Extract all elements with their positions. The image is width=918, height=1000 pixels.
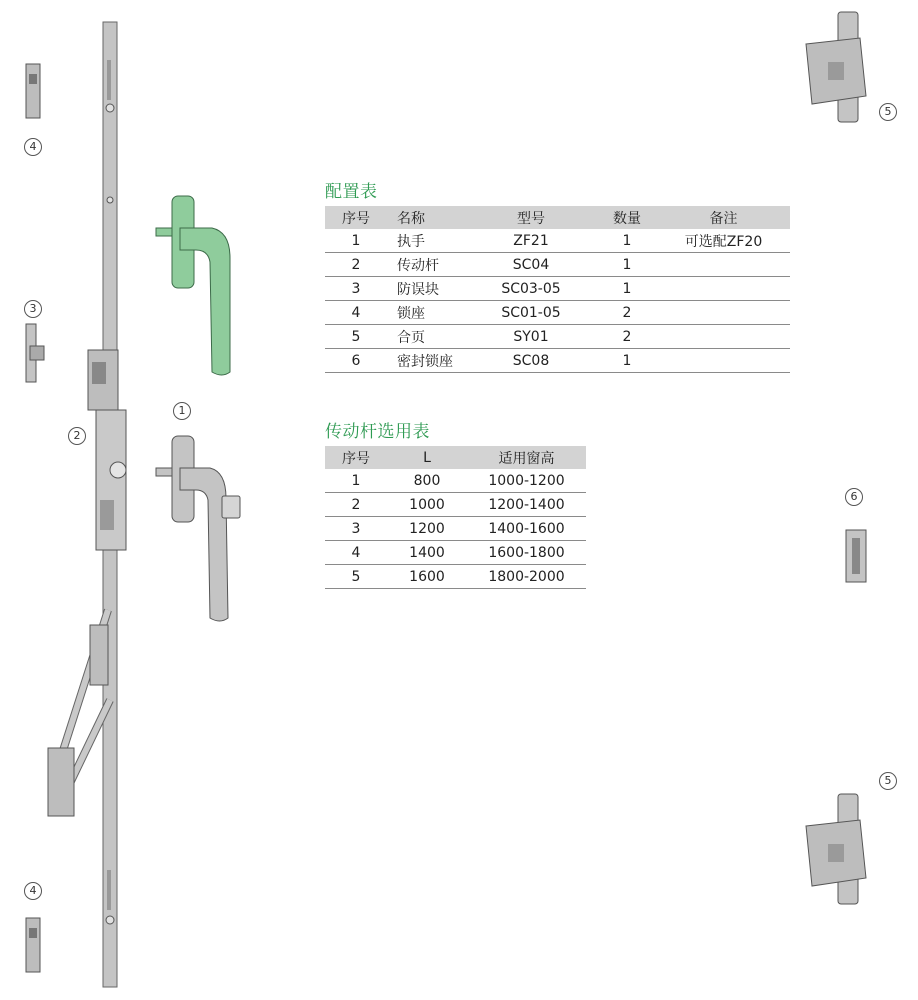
table-cell: 2 (325, 253, 387, 277)
table-row (325, 349, 790, 373)
table-cell: 2 (325, 493, 387, 517)
table-cell: SC01-05 (465, 301, 597, 325)
rod-selection-table (325, 446, 586, 589)
table-row (325, 565, 586, 589)
table-cell (657, 349, 790, 373)
table-cell: 2 (597, 301, 657, 325)
config-table-header (325, 206, 790, 229)
table-row (325, 493, 586, 517)
table-cell: 合页 (387, 325, 465, 349)
table-cell: 执手 (387, 229, 465, 253)
header-cell: 适用窗高 (467, 446, 586, 469)
config-table-title: 配置表 (325, 182, 378, 202)
table-cell: SC03-05 (465, 277, 597, 301)
table-cell: 1 (597, 349, 657, 373)
table-cell: 4 (325, 301, 387, 325)
callout-hinge-bottom: 5 (879, 772, 897, 790)
header-cell: 序号 (325, 446, 387, 469)
header-cell: 备注 (657, 206, 790, 229)
table-cell: 1400-1600 (467, 517, 586, 541)
callout-transmission-rod: 2 (68, 427, 86, 445)
config-table (325, 206, 790, 373)
table-row (325, 325, 790, 349)
table-cell: 6 (325, 349, 387, 373)
table-cell: 1600 (387, 565, 467, 589)
table-cell: 1400 (387, 541, 467, 565)
callout-sealing-lock-seat: 6 (845, 488, 863, 506)
table-row (325, 277, 790, 301)
table-cell: 1 (597, 253, 657, 277)
table-cell: SC04 (465, 253, 597, 277)
table-cell: 2 (597, 325, 657, 349)
table-cell: 1 (325, 229, 387, 253)
table-row (325, 301, 790, 325)
table-row (325, 517, 586, 541)
table-row (325, 541, 586, 565)
table-cell: 1 (325, 469, 387, 493)
table-row (325, 469, 586, 493)
header-cell: 序号 (325, 206, 387, 229)
table-cell: SY01 (465, 325, 597, 349)
table-cell: 可选配ZF20 (657, 229, 790, 253)
table-cell (657, 325, 790, 349)
callout-lock-seat-top: 4 (24, 138, 42, 156)
callout-anti-misoperation: 3 (24, 300, 42, 318)
callout-lock-seat-bottom: 4 (24, 882, 42, 900)
header-cell: 数量 (597, 206, 657, 229)
table-cell: 传动杆 (387, 253, 465, 277)
table-cell: 5 (325, 565, 387, 589)
table-cell: 锁座 (387, 301, 465, 325)
table-cell: SC08 (465, 349, 597, 373)
header-cell: 名称 (387, 206, 465, 229)
callout-hinge-top: 5 (879, 103, 897, 121)
table-cell: 1600-1800 (467, 541, 586, 565)
rod-table-header (325, 446, 586, 469)
table-cell: 1 (597, 229, 657, 253)
table-cell: 防误块 (387, 277, 465, 301)
rod-table-title: 传动杆选用表 (325, 422, 430, 442)
table-cell (657, 277, 790, 301)
table-cell: 800 (387, 469, 467, 493)
table-cell (657, 253, 790, 277)
table-cell: 3 (325, 277, 387, 301)
table-row (325, 229, 790, 253)
table-cell: 1800-2000 (467, 565, 586, 589)
table-cell: 密封锁座 (387, 349, 465, 373)
header-cell: 型号 (465, 206, 597, 229)
table-cell: 3 (325, 517, 387, 541)
table-cell: 4 (325, 541, 387, 565)
table-cell: 1 (597, 277, 657, 301)
table-cell: ZF21 (465, 229, 597, 253)
callout-handle: 1 (173, 402, 191, 420)
table-cell: 1200 (387, 517, 467, 541)
table-cell: 1200-1400 (467, 493, 586, 517)
table-cell: 1000 (387, 493, 467, 517)
table-cell (657, 301, 790, 325)
table-row (325, 253, 790, 277)
table-cell: 1000-1200 (467, 469, 586, 493)
table-cell: 5 (325, 325, 387, 349)
header-cell: L (387, 446, 467, 469)
